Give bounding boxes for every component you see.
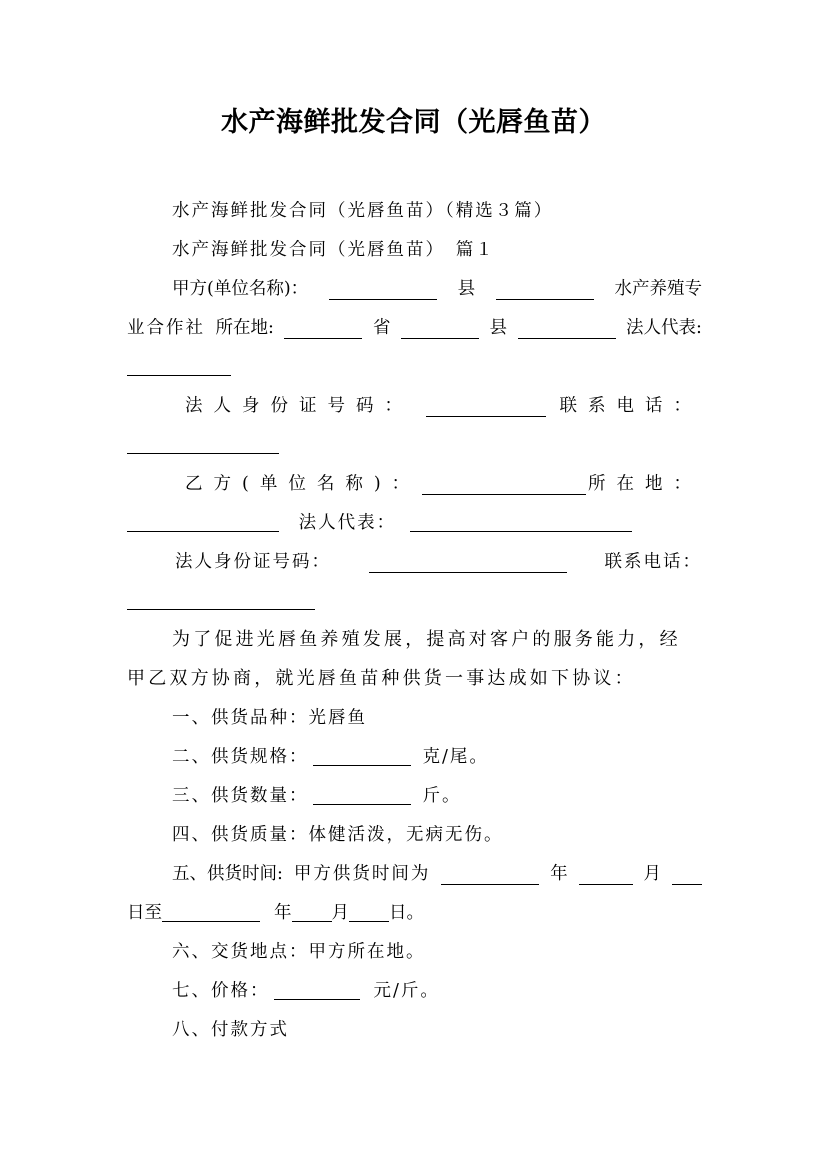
- clause-4: [172, 820, 702, 850]
- party-b-phone-label: 联系电话：: [604, 552, 702, 572]
- coop-label: 水产养殖专: [614, 279, 702, 299]
- clause-7: [172, 976, 702, 1006]
- province-label: 省: [372, 318, 391, 338]
- clause-1: [172, 703, 702, 733]
- clause-2: [172, 742, 702, 772]
- section-heading-text: 水产海鲜批发合同（光唇鱼苗） 篇１: [172, 240, 495, 260]
- price-unit: 元/斤。: [373, 981, 440, 1001]
- end-day-blank: [349, 901, 389, 922]
- party-b-id-line: [175, 547, 702, 577]
- id-number-label: 法人身份证号码：: [185, 396, 413, 416]
- subtitle-text: 水产海鲜批发合同（光唇鱼苗）（精选３篇）: [172, 201, 554, 221]
- start-month-blank: [579, 864, 633, 885]
- clause-4-text: 四、供货质量：体健活泼，无病无伤。: [172, 825, 504, 845]
- party-b-location-label: 所在地：: [588, 474, 702, 494]
- legal-rep-blank: [127, 355, 231, 376]
- agreement-text-1: 为了促进光唇鱼养殖发展，提高对客户的服务能力，经: [172, 629, 681, 650]
- county-label-2: 县: [489, 318, 507, 338]
- end-day-label: 日。: [389, 903, 424, 923]
- phone-blank: [127, 433, 279, 454]
- party-a-label: 甲方(单位名称)：: [172, 279, 309, 299]
- end-year-blank: [162, 901, 260, 922]
- party-b-line-2: [127, 508, 702, 538]
- party-a-line-3: [127, 352, 702, 382]
- party-b-label: 乙方(单位名称)：: [185, 474, 421, 494]
- spec-unit: 克/尾。: [422, 747, 489, 767]
- address-blank: [518, 318, 616, 339]
- province-blank: [284, 318, 362, 339]
- end-year-label: 年: [274, 903, 292, 923]
- month-label: 月: [643, 864, 662, 884]
- county-blank: [401, 318, 479, 339]
- coop-suffix: 业合作社: [127, 318, 205, 338]
- agreement-paragraph-line-1: [172, 625, 702, 655]
- clause-6-text: 六、交货地点：甲方所在地。: [172, 942, 426, 962]
- party-b-legal-rep-blank: [410, 511, 632, 532]
- agreement-text-2: 甲乙双方协商，就光唇鱼苗种供货一事达成如下协议：: [127, 668, 636, 689]
- price-blank: [274, 979, 360, 1000]
- party-b-legal-rep-label: 法人代表：: [298, 513, 397, 533]
- end-month-label: 月: [331, 903, 349, 923]
- clause-5-line-2: [127, 898, 702, 928]
- document-title: 水产海鲜批发合同（光唇鱼苗）: [221, 107, 606, 138]
- start-day-blank: [672, 864, 702, 885]
- agreement-paragraph-line-2: [127, 664, 702, 694]
- party-b-id-label: 法人身份证号码：: [175, 552, 331, 572]
- clause-6: [172, 937, 702, 967]
- party-b-phone-line: [127, 586, 702, 616]
- clause-1-text: 一、供货品种：光唇鱼: [172, 708, 367, 728]
- legal-rep-label: 法人代表:: [626, 318, 702, 338]
- party-a-name-blank: [496, 279, 594, 300]
- party-b-id-blank: [369, 552, 567, 573]
- party-a-county-blank: [329, 279, 437, 300]
- id-number-blank: [426, 396, 546, 417]
- clause-8: [172, 1015, 702, 1045]
- clause-3-label: 三、供货数量：: [172, 786, 309, 806]
- party-a-line-1: [172, 274, 702, 304]
- section-heading: [172, 235, 702, 265]
- day-to-label: 日至: [127, 903, 162, 923]
- party-b-name-blank: [422, 474, 586, 495]
- phone-label: 联系电话：: [559, 396, 702, 416]
- quantity-unit: 斤。: [422, 786, 462, 806]
- clause-8-text: 八、付款方式: [172, 1020, 289, 1040]
- party-b-phone-blank: [127, 589, 315, 610]
- supply-time-label: 甲方供货时间为: [293, 864, 431, 884]
- party-b-line-1: [185, 469, 702, 499]
- clause-2-label: 二、供货规格：: [172, 747, 309, 767]
- location-label: 所在地:: [215, 318, 274, 338]
- party-b-location-blank: [127, 511, 279, 532]
- year-label: 年: [550, 864, 568, 884]
- party-a-id-line: [185, 391, 702, 421]
- quantity-blank: [313, 784, 411, 805]
- clause-5-line-1: [172, 859, 702, 889]
- clause-5-label: 五、供货时间:: [172, 864, 283, 884]
- party-a-phone-line: [127, 430, 702, 460]
- party-a-line-2: [127, 313, 702, 343]
- clause-7-label: 七、价格：: [172, 981, 270, 1001]
- subtitle-line: [172, 196, 702, 226]
- start-year-blank: [441, 864, 539, 885]
- clause-3: [172, 781, 702, 811]
- county-label: 县: [457, 279, 476, 299]
- end-month-blank: [292, 901, 332, 922]
- spec-blank: [313, 745, 411, 766]
